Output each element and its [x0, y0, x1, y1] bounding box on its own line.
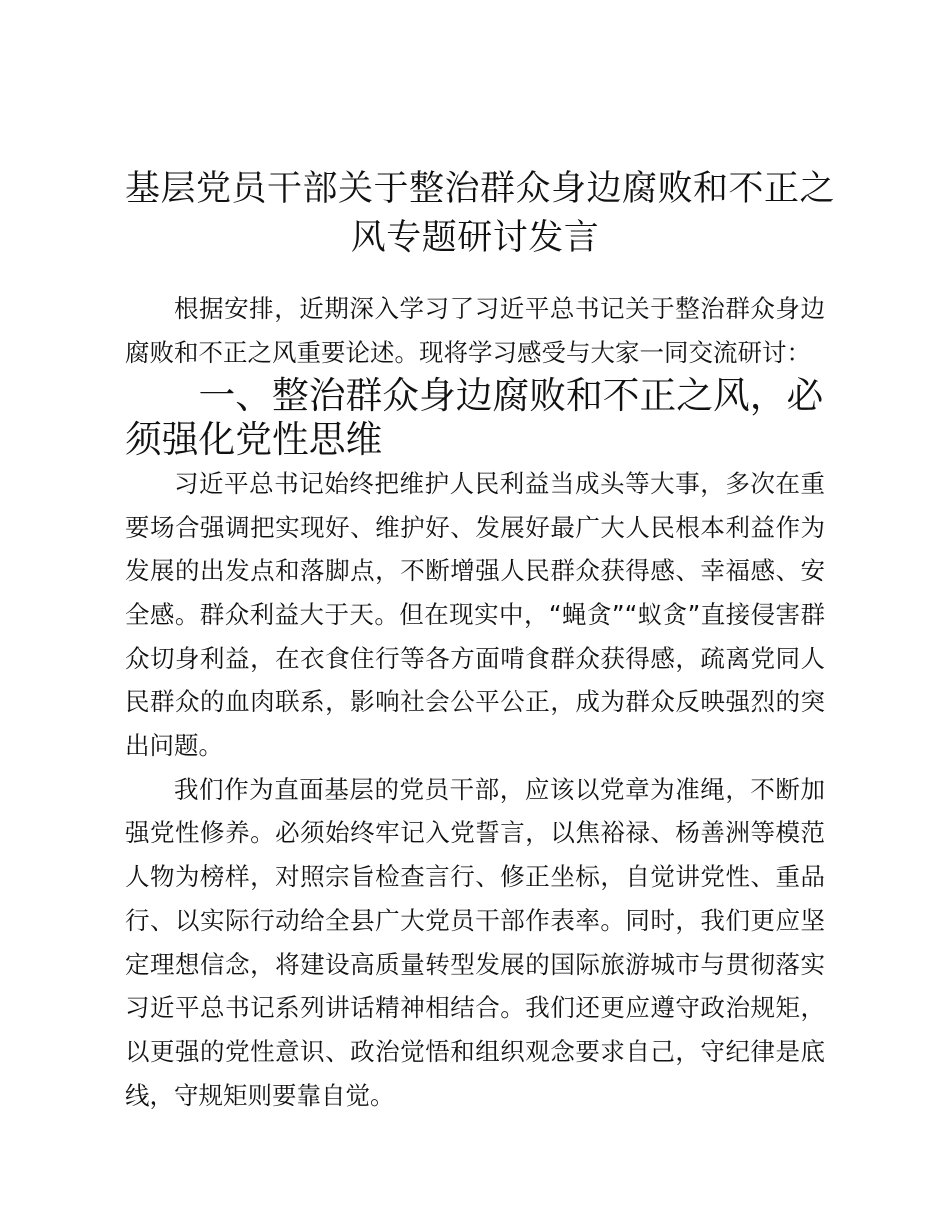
title-line-1: 基层党员干部关于整治群众身边腐败和不正之 [125, 169, 836, 209]
body-paragraph-1: 习近平总书记始终把维护人民利益当成头等大事，多次在重要场合强调把实现好、维护好、发展好最广大人民根本利益作为发展的出发点和落脚点，不断增强人民群众获得感、幸福感、安全感。群众利益大于天。但在现实中，“蝇贪”“蚁贪”直接侵害群众切身利益，在衣食住行等各方面啃食群众获得感，疏离党同人民群众的血肉联系，影响社会公平公正，成为群众反映强烈的突出问题。 [125, 468, 825, 761]
document-title [125, 165, 836, 263]
body-paragraph-2: 我们作为直面基层的党员干部，应该以党章为准绳，不断加强党性修养。必须始终牢记入党誓言，以焦裕禄、杨善洲等模范人物为榜样，对照宗旨检查言行、修正坐标，自觉讲党性、重品行、以实际行动给全县广大党员干部作表率。同时，我们更应坚定理想信念，将建设高质量转型发展的国际旅游城市与贯彻落实习近平总书记系列讲话精神相结合。我们还更应遵守政治规矩，以更强的党性意识、政治觉悟和组织观念要求自己，守纪律是底线，守规矩则要靠自觉。 [125, 774, 825, 1110]
intro-paragraph: 根据安排，近期深入学习了习近平总书记关于整治群众身边腐败和不正之风重要论述。现将学习感受与大家一同交流研讨： [125, 294, 825, 367]
section-heading-1: 一、整治群众身边腐败和不正之风，必须强化党性思维 [125, 374, 824, 462]
document-body [125, 287, 825, 1117]
title-line-2: 风专题研讨发言 [350, 218, 600, 258]
document-page [125, 165, 836, 1117]
